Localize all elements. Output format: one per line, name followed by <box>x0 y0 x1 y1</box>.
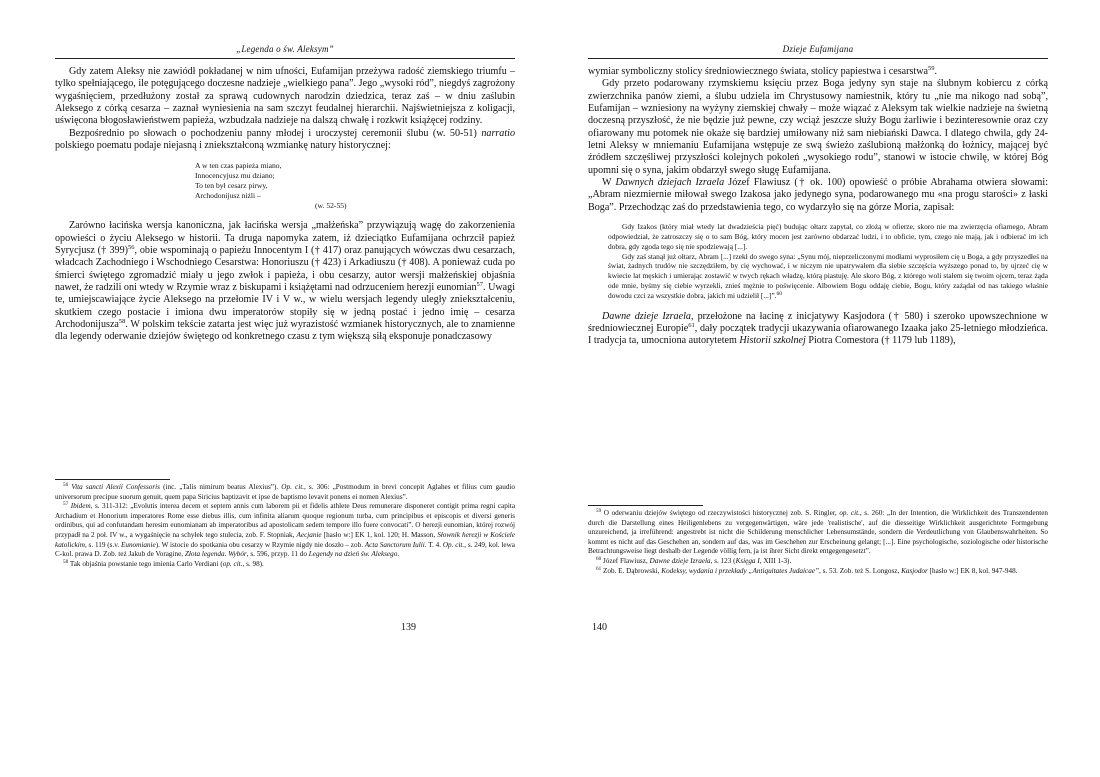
right-page <box>588 0 1048 777</box>
footnote-59: $^{59}$ O oderwaniu dziejów świętego od rzeczywistości historycznej zob. S. Ringler, op. cit., s. 260: „In der Intention, die Wirklichkeit des Transzendenten durch die Darstellung eines Heiligenlebens zu vergegenwärtigen, wäre jede 'realistische', auf die diesseitige Wirklichkeit ausgerichtete Formgebung unzureichend, ja irreführend: angestrebt ist nicht die Schilderung menschlicher Lebensumstände, sondern die Verdeutlichung von Glaubenswahrheiten. So kommt es nicht auf das Geschehen an, sondern auf das, was im Geschehen zur Erscheinung gelangt; [...]. Eine psychologische, soziologische oder historische Betrachtungsweise liegt deshalb der Legende völlig fern, ja ist ihrer Sicht direkt entgegengesetzt”. <box>588 508 1048 556</box>
poem-line: A w ten czas papieża miano, <box>195 161 282 171</box>
right-paragraph-4: Dawne dzieje Izraela, przełożone na łacinę z inicjatywy Kasjodora († 580) i szeroko upowszechnione w średniowiecznej Europie$^{61}$, dały początek tradycji ukazywania ofiarowanego Izaaka jako 25-letniego młodzieńca. I tradycja ta, umocniona autorytetem Historii szkolnej Piotra Comestora († 1179 lub 1189), <box>588 310 1048 347</box>
left-body-text <box>55 66 515 344</box>
right-paragraph-2: Gdy przeto podarowany rzymskiemu księciu przez Boga jedyny syn staje na ślubnym kobiercu z córką zwierzchnika panów ziemi, a ślubu udziela im Chrystusowy namiestnik, który tu „nie ma nikogo nad sobą”, Eufamijan – wzniesiony na wyżyny ziemskiej chwały – może wiązać z Aleksym tak wielkie nadzieje na świetną doczesną przyszłość, że nie będzie już pewne, czy wciąż jeszcze służy Bogu żarliwie i bezinteresownie oraz czy ofiarowany mu potomek nie okaże się bardziej umiłowany niż sam niebiański Dawca. I dlatego chwila, gdy 24-letni Aleksy w mniemaniu Eufamijana wstępuje ze swą świeżo zaślubioną małżonką do łożnicy, mającej być źródłem szczęśliwej przyszłości kolejnych pokoleń „wysokiego rodu”, stanowi w istocie chwilę, w której Bóg upomni się o syna, jakim obdarzył swego sługę Eufamijana. <box>588 78 1048 176</box>
footnote-57: $^{57}$ Ibidem, s. 311-312: „Evolutis interea decem et septem annis cum laborem pii et fidelis athlete Deus remunerare disponeret contigit prima regni capita Archadium et Honorium imperatores Rome esse diebus illis, cum infinita aliarum quoque regionum turba, cum principibus et episcopis et diversi generis ordinibus, qui ad confutandam heresim eunomianam ab imperatoribus ad apostolicam sedem tempore illo fuere convocati”. O herezji eunomian, której rozwój przypadł na 2 poł. IV w., a wygaśnięcie na schyłek tego stulecia, zob. F. Stopniak, Aecjanie [hasło w:] EK 1, kol. 120; H. Masson, Słownik herezji w Kościele katolickim, s. 119 (s.v. Eunomianie). W istocie do spotkania obu cesarzy w Rzymie nigdy nie doszło – zob. Acta Sanctorum Iulii. T. 4. Op. cit., s. 249, kol. lewa C-kol. prawa D. Zob. też Jakub de Voragine, Złota legenda. Wybór, s. 596, przyp. 11 do Legendy na dzień św. Aleksego. <box>55 501 516 559</box>
right-running-head: Dzieje Eufamijana <box>782 44 854 54</box>
footnote-61: $^{61}$ Zob. E. Dąbrowski, Kodeksy, wydania i przekłady „Antiquitates Judaicae”, s. 53. Zob. też S. Longosz, Kasjodor [hasło w:] EK 8, kol. 947-948. <box>596 565 1018 575</box>
quote-paragraph-1: Gdy Izakos (który miał wtedy lat dwadzieścia pięć) budując ołtarz zapytał, co złożą w ofierze, skoro nie ma zwierzęcia ofiarnego, Abram odpowiedział, że zatroszczy się o to sam Bóg, który mocen jest zarówno obdarzać ludzi, i to obficie, tym, czego nie mają, jak i odbierać im ich dobra, gdy zgoda tego się nie spodziewają [...]. <box>608 222 1048 251</box>
quote-paragraph-2: Gdy zaś stanął już ołtarz, Abram [...] rzekł do swego syna: „Synu mój, nieprzeliczonymi modłami wyprosiłem cię u Boga, a gdy przyszedłeś na świat, żadnych trudów nie szczędziłem, by cię wychować, i w niczym nie upatrywałem dla siebie szczęścia wyższego ponad to, by ujrzeć cię w kwiecie lat męskich i umierając zostawić w twych rękach władzę, którą piastuję. Ale skoro Bóg, z którego woli stałem się twoim ojcem, teraz żąda ode mnie, byśmy się ciebie wyrzekli, znieś mężnie to poświęcenie. Albowiem Bogu oddaję ciebie, Bogu, który zażądał od nas takiego właśnie dowodu czci za wszystkie dobra, jakich mi udzielił [...]”.$^{60}$ <box>608 251 1048 300</box>
right-paragraph-1: wymiar symboliczny stolicy średniowiecznego świata, stolicy papiestwa i cesarstwa$^{59}$. <box>588 65 938 77</box>
left-paragraph-2: Bezpośrednio po słowach o pochodzeniu panny młodej i uroczystej ceremonii ślubu (w. 50-51) narratio polskiego poematu podaje niejasną i zniekształconą wzmiankę natury historycznej: <box>55 127 515 152</box>
poem-line: Innocencyjusz mu dziano; <box>195 171 275 181</box>
block-quote-flavius <box>608 222 1048 300</box>
footnote-60: $^{60}$ Józef Flawiusz, Dawne dzieje Izraela, s. 123 (Księga I, XIII 1-3). <box>596 555 792 565</box>
left-footnote-rule <box>55 479 170 480</box>
poem-quote <box>195 161 515 210</box>
right-header-rule <box>588 58 1048 59</box>
left-footnotes <box>55 483 515 569</box>
left-paragraph-3: Zarówno łacińska wersja kanoniczna, jak łacińska wersja „małżeńska” przywiązują wagę do zakorzenienia opowieści o życiu Aleksego w historii. Ta druga napomyka zatem, iż dzieciątko Eufamijana ochrzcił papież Syrycjusz († 399)$^{56}$, obie wspominają o papieżu Innocentym I († 417) oraz panujących wówczas dwu cesarzach, władcach Zachodniego i Wschodniego Cesarstwa: Honoriuszu († 423) i Arkadiuszu († 408). A ponieważ cuda po śmierci świętego zgromadzić miały u jego zwłok i papieża, i obu cesarzy, autor wersji małżeńskiej objaśnia nawet, że radzili oni wtedy w Rzymie wraz z biskupami i książętami nad odrzuceniem herezji eunomian$^{57}$. Uwagi te, umiejscawiające życie Aleksego na przełomie IV i V w., w wielu wersjach legendy uległy zniekształceniu, skutkiem czego postacie i imiona dwu imperatorów stopiły się w jedną postać i jedno imię – cesarza Archodonijusza$^{58}$. W polskim tekście zatarta jest więc już wyrazistość wzmianek historycznych, ale to znamienne dla legendy oderwanie dziejów świętego od konkretnego czasu z tym większą siłą eksponuje ponadczasowy <box>55 220 516 343</box>
footnote-ref-56: 56 <box>128 244 135 252</box>
left-paragraph-1: Gdy zatem Aleksy nie zawiódł pokładanej w nim ufności, Eufamijan przeżywa radość ziemskiego triumfu – tylko spełniającego, ile potęgującego doczesne nadzieje „wielkiego pana”. Jego „wysoki ród”, niegdyś zagrożony wygaśnięciem, przedłużony został za sprawą cudownych narodzin dziedzica, teraz zaś – w dniu zaślubin Aleksego z córką cesarza – zaznał wyniesienia na sam szczyt feudalnej hierarchii. Najświetniejsza z koligacji, uświęcona błogosławieństwem papieża, wzbudzała nadzieje na dalszą chwałę i rozkwit książęcej rodziny. <box>55 66 515 127</box>
footnote-ref-61: 61 <box>688 321 695 329</box>
right-page-number: 140 <box>592 622 607 633</box>
footnote-ref-59: 59 <box>928 65 935 72</box>
footnote-ref-57: 57 <box>476 281 484 289</box>
right-footnote-rule <box>588 505 703 506</box>
footnote-ref-60: 60 <box>776 290 782 297</box>
left-running-head: „Legenda o św. Aleksym” <box>236 44 334 54</box>
left-header-rule <box>55 58 515 59</box>
poem-verse-reference: (w. 52-55) <box>315 200 347 210</box>
footnote-ref-58: 58 <box>118 318 126 326</box>
poem-line: Archodonijusz niżli – <box>195 190 261 200</box>
poem-line: To ten był cesarz pirwy, <box>195 181 268 190</box>
footnote-56: $^{56}$ Vita sancti Alexii Confessoris (inc. „Talis nimirum beatus Alexius”). Op. cit., s. 306: „Postmodum in brevi concepit Aglahes et filius cum gaudio universorum precipue suorum genuit, quem papa Siricius baptizavit et ipse de baptismo levavit ponens ei nomen Alexius”. <box>55 482 516 501</box>
right-body-text <box>588 66 1048 348</box>
right-paragraph-3: W Dawnych dziejach Izraela Józef Flawiusz († ok. 100) opowieść o próbie Abrahama otwiera słowami: „Abram niezmiernie miłował swego Izakosa jako jedynego syna, podarowanego mu «na progu starości» z łaski Boga”. Przechodząc zaś do przedstawienia tego, co wydarzyło się na górze Moria, zapisał: <box>588 177 1048 213</box>
right-footnotes <box>588 509 1048 576</box>
left-page <box>55 0 515 777</box>
left-page-number: 139 <box>401 622 416 633</box>
footnote-58: $^{58}$ Tak objaśnia powstanie tego imienia Carlo Verdiani (op. cit., s. 98). <box>63 558 264 568</box>
